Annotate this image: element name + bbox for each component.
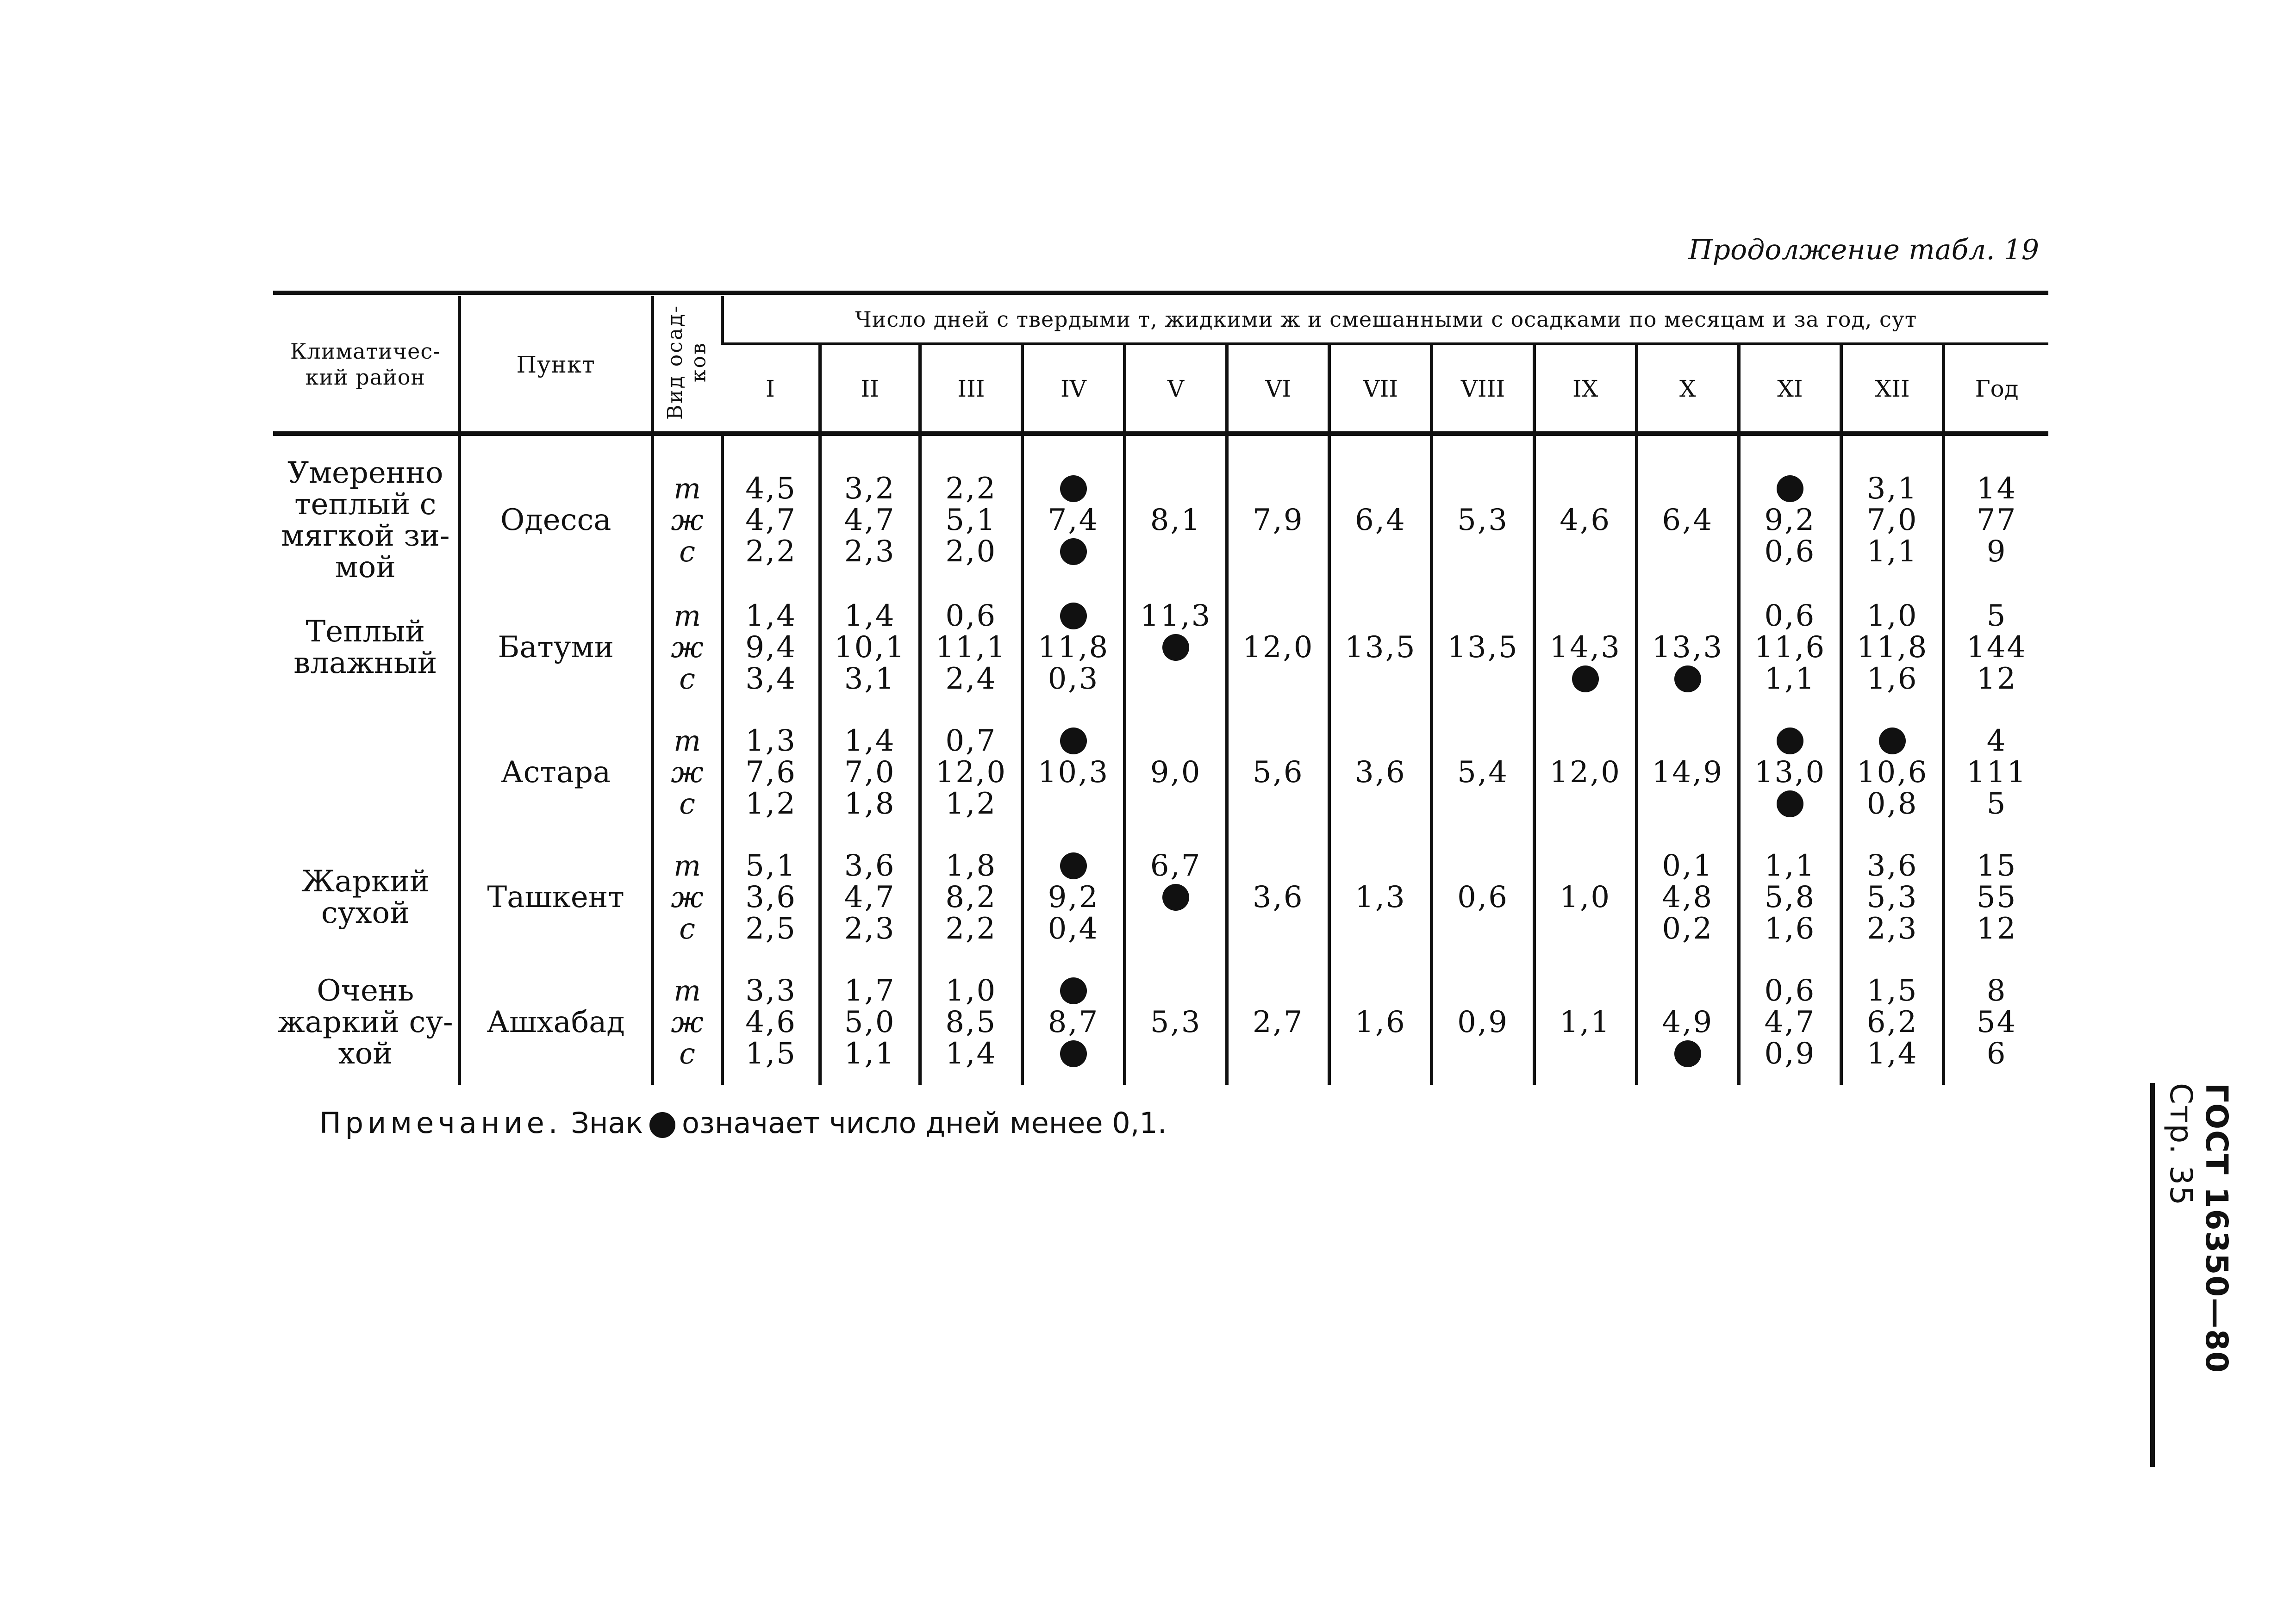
value-cell bbox=[920, 835, 1022, 960]
value: 1,4 bbox=[1866, 1037, 1918, 1071]
value: 2,2 bbox=[945, 912, 997, 946]
value: 2,3 bbox=[1866, 912, 1918, 946]
dot-icon bbox=[1060, 1038, 1087, 1070]
value: 3,6 bbox=[844, 849, 896, 883]
value: 1,1 bbox=[1764, 662, 1816, 696]
value-cell bbox=[1944, 455, 2048, 585]
value: 6 bbox=[1986, 1037, 2007, 1071]
value-cell bbox=[1534, 835, 1636, 960]
value-cell bbox=[1227, 960, 1329, 1085]
value-cell bbox=[820, 710, 920, 835]
header-month: IX bbox=[1534, 344, 1636, 435]
value-cell bbox=[1944, 710, 2048, 835]
value-cell bbox=[1944, 960, 2048, 1085]
value: 4,6 bbox=[1560, 503, 1611, 537]
header-month: VII bbox=[1329, 344, 1432, 435]
value-cell bbox=[920, 710, 1022, 835]
value: 9,0 bbox=[1150, 755, 1202, 790]
value: 8,5 bbox=[945, 1005, 997, 1039]
value: 1,7 bbox=[844, 974, 896, 1008]
value-cell bbox=[1432, 455, 1534, 585]
value: 55 bbox=[1976, 880, 2017, 914]
value-cell bbox=[1125, 710, 1227, 835]
value: 5,6 bbox=[1252, 755, 1304, 790]
value: 2,4 bbox=[945, 662, 997, 696]
dot-icon bbox=[1162, 632, 1189, 663]
value-cell bbox=[1022, 710, 1124, 835]
region-cell bbox=[273, 585, 459, 710]
value: 1,5 bbox=[745, 1037, 797, 1071]
value: 12 bbox=[1976, 912, 2017, 946]
value: 2,2 bbox=[945, 472, 997, 506]
value: 14,9 bbox=[1652, 755, 1724, 790]
value: 2,3 bbox=[844, 535, 896, 569]
footnote-text-before: Знак bbox=[571, 1106, 643, 1140]
dot-icon bbox=[1674, 663, 1701, 695]
value-cell bbox=[1636, 960, 1739, 1085]
type-line: ж bbox=[671, 503, 704, 537]
header-month: Год bbox=[1944, 344, 2048, 435]
value: 1,0 bbox=[945, 974, 997, 1008]
type-line: т bbox=[674, 724, 701, 758]
value: 1,4 bbox=[844, 724, 896, 758]
spacer-cell bbox=[652, 435, 722, 456]
value: 11,1 bbox=[935, 630, 1007, 665]
dot-icon bbox=[1060, 725, 1087, 757]
dot-icon bbox=[1060, 473, 1087, 504]
value: 8 bbox=[1986, 974, 2007, 1008]
region-line: Жаркий bbox=[301, 864, 430, 899]
spacer-row bbox=[273, 435, 2048, 456]
value-cell bbox=[1329, 585, 1432, 710]
value: 0,3 bbox=[1048, 662, 1099, 696]
header-month: I bbox=[722, 344, 820, 435]
spacer-cell bbox=[459, 435, 652, 456]
value: 4,7 bbox=[844, 880, 896, 914]
region-line: Умеренно bbox=[287, 456, 443, 490]
type-line: с bbox=[679, 912, 695, 945]
region-line: теплый с bbox=[294, 487, 437, 522]
value: 6,4 bbox=[1662, 503, 1714, 537]
header-month: IV bbox=[1022, 344, 1124, 435]
value: 7,0 bbox=[1866, 503, 1918, 537]
value: 14 bbox=[1976, 472, 2017, 506]
point-cell: Одесса bbox=[459, 455, 652, 585]
dot-icon bbox=[1060, 600, 1087, 632]
dot-icon bbox=[1777, 473, 1803, 504]
region-line: мягкой зи- bbox=[281, 519, 450, 553]
value: 3,6 bbox=[1866, 849, 1918, 883]
dot-icon bbox=[1060, 975, 1087, 1007]
value: 1,8 bbox=[844, 787, 896, 821]
value: 7,0 bbox=[844, 755, 896, 790]
type-cell bbox=[652, 585, 722, 710]
value-cell bbox=[1841, 710, 1944, 835]
dot-icon bbox=[1572, 663, 1599, 695]
value: 1,1 bbox=[1866, 535, 1918, 569]
value: 1,1 bbox=[1764, 849, 1816, 883]
type-line: с bbox=[679, 1037, 695, 1070]
value: 0,6 bbox=[1764, 599, 1816, 633]
spacer-cell bbox=[1534, 435, 1636, 456]
value-cell bbox=[1227, 835, 1329, 960]
standard-number: ГОСТ 16350—80 bbox=[2199, 1083, 2234, 1374]
type-cell bbox=[652, 835, 722, 960]
spacer-cell bbox=[1944, 435, 2048, 456]
value: 4,7 bbox=[1764, 1005, 1816, 1039]
value: 2,7 bbox=[1252, 1005, 1304, 1039]
value-cell bbox=[1329, 835, 1432, 960]
value-cell bbox=[1739, 710, 1841, 835]
header-month: V bbox=[1125, 344, 1227, 435]
value: 10,1 bbox=[834, 630, 906, 665]
value: 6,4 bbox=[1354, 503, 1406, 537]
header-month: III bbox=[920, 344, 1022, 435]
precipitation-table bbox=[273, 296, 2048, 1085]
value: 3,6 bbox=[745, 880, 797, 914]
value-cell bbox=[1022, 455, 1124, 585]
value: 14,3 bbox=[1549, 630, 1621, 665]
value-cell bbox=[1841, 585, 1944, 710]
type-line: с bbox=[679, 662, 695, 696]
spacer-cell bbox=[1636, 435, 1739, 456]
header-month: II bbox=[820, 344, 920, 435]
value-cell bbox=[1022, 835, 1124, 960]
value: 4 bbox=[1986, 724, 2007, 758]
value: 5,1 bbox=[945, 503, 997, 537]
type-line: с bbox=[679, 535, 695, 568]
spacer-cell bbox=[273, 435, 459, 456]
value: 5,4 bbox=[1457, 755, 1509, 790]
value: 8,1 bbox=[1150, 503, 1202, 537]
spacer-cell bbox=[1125, 435, 1227, 456]
value: 3,6 bbox=[1354, 755, 1406, 790]
header-point: Пункт bbox=[459, 296, 652, 435]
value: 4,7 bbox=[844, 503, 896, 537]
value: 8,2 bbox=[945, 880, 997, 914]
spacer-cell bbox=[1329, 435, 1432, 456]
value-cell bbox=[1125, 835, 1227, 960]
spacer-cell bbox=[1227, 435, 1329, 456]
value: 7,9 bbox=[1252, 503, 1304, 537]
value: 11,8 bbox=[1856, 630, 1928, 665]
dot-icon bbox=[1060, 536, 1087, 567]
value-cell bbox=[1841, 960, 1944, 1085]
spacer-cell bbox=[1841, 435, 1944, 456]
header-month: XII bbox=[1841, 344, 1944, 435]
value: 3,6 bbox=[1252, 880, 1304, 914]
value: 10,3 bbox=[1037, 755, 1110, 790]
value-cell bbox=[1944, 585, 2048, 710]
value: 4,8 bbox=[1662, 880, 1714, 914]
value: 13,5 bbox=[1447, 630, 1519, 665]
header-month: VIII bbox=[1432, 344, 1534, 435]
value: 1,4 bbox=[745, 599, 797, 633]
table-row bbox=[273, 960, 2048, 1085]
region-cell bbox=[273, 710, 459, 835]
value: 1,0 bbox=[1560, 880, 1611, 914]
region-line: сухой bbox=[321, 896, 410, 930]
value: 1,5 bbox=[1866, 974, 1918, 1008]
dot-icon bbox=[649, 1112, 675, 1138]
table-caption: Продолжение табл. 19 bbox=[1688, 234, 2039, 266]
header-span: Число дней с твердыми т, жидкими ж и смешанными с осадками по месяцам и за год, сут bbox=[722, 296, 2048, 344]
footnote bbox=[319, 1106, 1167, 1140]
spacer-cell bbox=[920, 435, 1022, 456]
value-cell bbox=[1227, 455, 1329, 585]
type-line: ж bbox=[671, 755, 704, 789]
value: 15 bbox=[1976, 849, 2017, 883]
type-line: т bbox=[674, 599, 701, 633]
value-cell bbox=[1125, 455, 1227, 585]
type-cell bbox=[652, 710, 722, 835]
value-cell bbox=[920, 455, 1022, 585]
value: 12,0 bbox=[1242, 630, 1314, 665]
value-cell bbox=[1534, 585, 1636, 710]
value: 12 bbox=[1976, 662, 2017, 696]
value: 1,4 bbox=[844, 599, 896, 633]
value-cell bbox=[920, 960, 1022, 1085]
region-line: Очень bbox=[317, 974, 414, 1008]
type-cell bbox=[652, 455, 722, 585]
value-cell bbox=[722, 585, 820, 710]
value: 8,7 bbox=[1048, 1005, 1099, 1039]
value: 0,9 bbox=[1764, 1037, 1816, 1071]
value: 5,3 bbox=[1457, 503, 1509, 537]
point-cell: Ташкент bbox=[459, 835, 652, 960]
value: 0,6 bbox=[1457, 880, 1509, 914]
value: 9,4 bbox=[745, 630, 797, 665]
value: 13,0 bbox=[1754, 755, 1826, 790]
type-line: т bbox=[674, 472, 701, 505]
value-cell bbox=[1739, 455, 1841, 585]
value-cell bbox=[1636, 585, 1739, 710]
value-cell bbox=[920, 585, 1022, 710]
value: 0,7 bbox=[945, 724, 997, 758]
value: 3,1 bbox=[1866, 472, 1918, 506]
value: 2,5 bbox=[745, 912, 797, 946]
value: 2,2 bbox=[745, 535, 797, 569]
point-cell: Астара bbox=[459, 710, 652, 835]
value: 111 bbox=[1966, 755, 2028, 790]
value: 11,8 bbox=[1037, 630, 1110, 665]
value: 9,2 bbox=[1048, 880, 1099, 914]
value: 1,4 bbox=[945, 1037, 997, 1071]
value: 5 bbox=[1986, 599, 2007, 633]
value: 3,3 bbox=[745, 974, 797, 1008]
dot-icon bbox=[1777, 725, 1803, 757]
type-line: т bbox=[674, 849, 701, 883]
value: 5 bbox=[1986, 787, 2007, 821]
table-row bbox=[273, 585, 2048, 710]
value-cell bbox=[1329, 960, 1432, 1085]
value: 0,9 bbox=[1457, 1005, 1509, 1039]
value: 3,1 bbox=[844, 662, 896, 696]
value-cell bbox=[1329, 455, 1432, 585]
value: 6,2 bbox=[1866, 1005, 1918, 1039]
value: 7,4 bbox=[1048, 503, 1099, 537]
value-cell bbox=[1432, 960, 1534, 1085]
value: 0,2 bbox=[1662, 912, 1714, 946]
value-cell bbox=[1636, 710, 1739, 835]
value: 1,1 bbox=[1560, 1005, 1611, 1039]
spacer-cell bbox=[1022, 435, 1124, 456]
value: 4,9 bbox=[1662, 1005, 1714, 1039]
region-cell bbox=[273, 960, 459, 1085]
value: 1,3 bbox=[745, 724, 797, 758]
dot-icon bbox=[1674, 1038, 1701, 1070]
table-row bbox=[273, 835, 2048, 960]
value: 1,0 bbox=[1866, 599, 1918, 633]
value: 11,3 bbox=[1140, 599, 1212, 633]
value: 5,0 bbox=[844, 1005, 896, 1039]
table-row bbox=[273, 710, 2048, 835]
dot-icon bbox=[1162, 882, 1189, 913]
spacer-cell bbox=[722, 435, 820, 456]
value-cell bbox=[1432, 710, 1534, 835]
value: 12,0 bbox=[1549, 755, 1621, 790]
value: 13,3 bbox=[1652, 630, 1724, 665]
top-rule bbox=[273, 291, 2048, 295]
value: 11,6 bbox=[1754, 630, 1826, 665]
header-region: Климатичес-кий район bbox=[290, 339, 441, 390]
spacer-cell bbox=[820, 435, 920, 456]
value-cell bbox=[1739, 960, 1841, 1085]
value-cell bbox=[1841, 455, 1944, 585]
value-cell bbox=[722, 455, 820, 585]
value-cell bbox=[1432, 585, 1534, 710]
type-line: ж bbox=[671, 880, 704, 914]
value: 1,6 bbox=[1866, 662, 1918, 696]
header-month: VI bbox=[1227, 344, 1329, 435]
value: 1,3 bbox=[1354, 880, 1406, 914]
value: 1,6 bbox=[1354, 1005, 1406, 1039]
region-cell bbox=[273, 835, 459, 960]
value: 2,0 bbox=[945, 535, 997, 569]
value: 13,5 bbox=[1345, 630, 1416, 665]
type-line: ж bbox=[671, 1005, 704, 1039]
value: 0,6 bbox=[1764, 974, 1816, 1008]
value: 1,2 bbox=[945, 787, 997, 821]
dot-icon bbox=[1879, 725, 1906, 757]
value: 12,0 bbox=[935, 755, 1007, 790]
value-cell bbox=[1739, 585, 1841, 710]
footnote-text-after: означает число дней менее 0,1. bbox=[681, 1106, 1167, 1140]
table-row bbox=[273, 455, 2048, 585]
header-month: XI bbox=[1739, 344, 1841, 435]
value: 1,8 bbox=[945, 849, 997, 883]
dot-icon bbox=[1777, 788, 1803, 820]
value-cell bbox=[1636, 455, 1739, 585]
value: 144 bbox=[1966, 630, 2028, 665]
point-cell: Ашхабад bbox=[459, 960, 652, 1085]
header-month: X bbox=[1636, 344, 1739, 435]
value: 1,6 bbox=[1764, 912, 1816, 946]
value-cell bbox=[1534, 710, 1636, 835]
value: 1,1 bbox=[844, 1037, 896, 1071]
value: 1,2 bbox=[745, 787, 797, 821]
value-cell bbox=[1227, 710, 1329, 835]
value-cell bbox=[820, 960, 920, 1085]
value-cell bbox=[820, 585, 920, 710]
value: 0,8 bbox=[1866, 787, 1918, 821]
region-line: мой bbox=[335, 550, 396, 585]
value: 4,7 bbox=[745, 503, 797, 537]
region-cell bbox=[273, 455, 459, 585]
value: 2,3 bbox=[844, 912, 896, 946]
spacer-cell bbox=[1739, 435, 1841, 456]
value-cell bbox=[722, 835, 820, 960]
value: 4,6 bbox=[745, 1005, 797, 1039]
value-cell bbox=[820, 835, 920, 960]
value: 54 bbox=[1976, 1005, 2017, 1039]
value-cell bbox=[1329, 710, 1432, 835]
value-cell bbox=[1022, 960, 1124, 1085]
value-cell bbox=[1227, 585, 1329, 710]
value-cell bbox=[1739, 835, 1841, 960]
value-cell bbox=[1125, 585, 1227, 710]
type-line: т bbox=[674, 974, 701, 1007]
region-line: хой bbox=[338, 1037, 393, 1071]
point-cell: Батуми bbox=[459, 585, 652, 710]
value: 0,4 bbox=[1048, 912, 1099, 946]
value: 6,7 bbox=[1150, 849, 1202, 883]
region-line: влажный bbox=[293, 646, 437, 680]
type-line: с bbox=[679, 787, 695, 821]
value: 0,6 bbox=[945, 599, 997, 633]
value: 0,6 bbox=[1764, 535, 1816, 569]
value: 4,5 bbox=[745, 472, 797, 506]
value: 3,2 bbox=[844, 472, 896, 506]
value: 5,8 bbox=[1764, 880, 1816, 914]
value-cell bbox=[1125, 960, 1227, 1085]
region-line: Теплый bbox=[306, 615, 425, 649]
value: 7,6 bbox=[745, 755, 797, 790]
page-number: Стр. 35 bbox=[2163, 1083, 2199, 1206]
value: 9 bbox=[1986, 535, 2007, 569]
type-line: ж bbox=[671, 630, 704, 664]
dot-icon bbox=[1060, 850, 1087, 882]
value: 5,3 bbox=[1150, 1005, 1202, 1039]
value-cell bbox=[1841, 835, 1944, 960]
value-cell bbox=[1022, 585, 1124, 710]
value-cell bbox=[1534, 960, 1636, 1085]
page-side-label bbox=[2150, 1083, 2234, 1467]
header-type: Вид осад-ков bbox=[652, 296, 722, 435]
value-cell bbox=[820, 455, 920, 585]
value: 5,1 bbox=[745, 849, 797, 883]
spacer-cell bbox=[1432, 435, 1534, 456]
value-cell bbox=[722, 960, 820, 1085]
value: 5,3 bbox=[1866, 880, 1918, 914]
value-cell bbox=[1944, 835, 2048, 960]
footnote-label: Примечание. bbox=[319, 1106, 562, 1140]
value: 77 bbox=[1976, 503, 2017, 537]
value: 0,1 bbox=[1662, 849, 1714, 883]
region-line: жаркий су- bbox=[277, 1005, 453, 1039]
value-cell bbox=[1432, 835, 1534, 960]
value-cell bbox=[722, 710, 820, 835]
value: 9,2 bbox=[1764, 503, 1816, 537]
value-cell bbox=[1636, 835, 1739, 960]
value: 3,4 bbox=[745, 662, 797, 696]
value-cell bbox=[1534, 455, 1636, 585]
value: 10,6 bbox=[1856, 755, 1928, 790]
type-cell bbox=[652, 960, 722, 1085]
